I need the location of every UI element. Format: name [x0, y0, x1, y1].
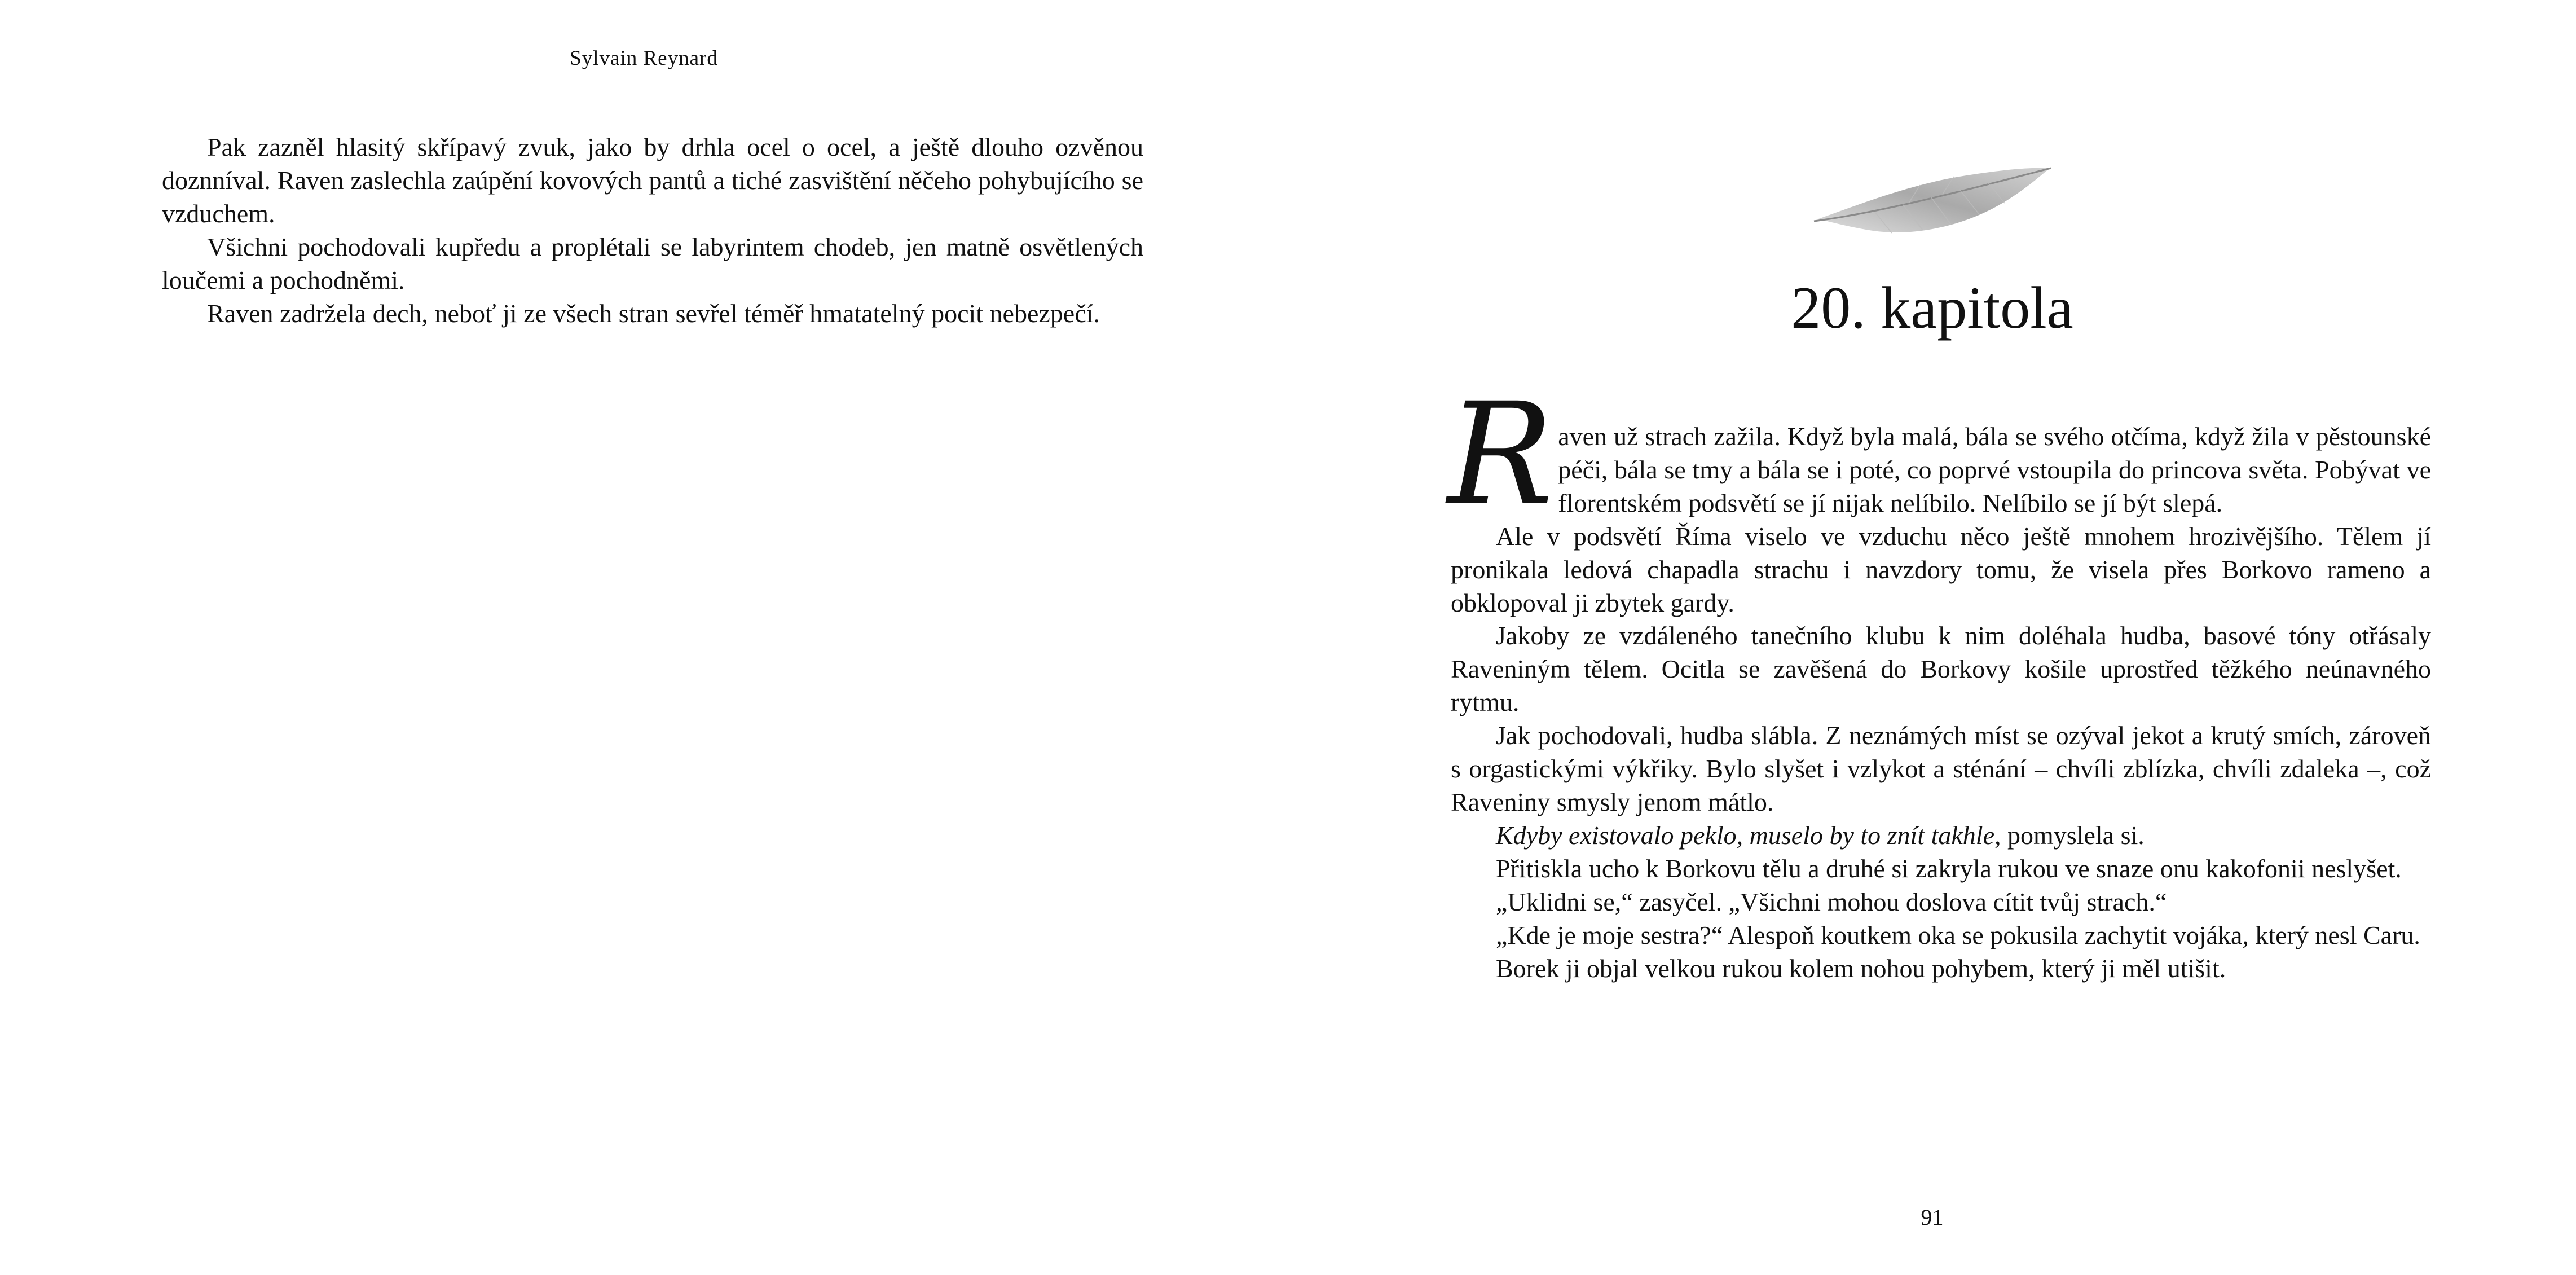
- first-paragraph: [1447, 372, 2431, 537]
- paragraph: Přitiskla ucho k Borkovu tělu a druhé si zakryla rukou ve snaze onu kakofonii neslyšet.: [1496, 854, 2402, 883]
- paragraph: Borek ji objal velkou rukou kolem nohou pohybem, který ji měl utišit.: [1496, 953, 2226, 983]
- running-head: Sylvain Reynard: [570, 47, 718, 70]
- right-page: [1288, 0, 2576, 1275]
- italic-thought: Kdyby existovalo peklo, muselo by to znít takhle: [1496, 820, 1994, 850]
- paragraph: Jakoby ze vzdáleného tanečního klubu k nim doléhala hudba, basové tóny otřásaly Raveniným tělem. Ocitla se zavěšená do Borkovy košile uprostřed těžkého neúnavného rytmu.: [1451, 621, 2431, 717]
- drop-cap: R: [1447, 372, 1554, 537]
- page-number: 91: [1921, 1204, 1944, 1230]
- paragraph-italic: [1451, 819, 2431, 852]
- paragraph: Raven zadržela dech, neboť ji ze všech stran sevřel téměř hmatatelný pocit nebezpečí.: [207, 298, 1100, 328]
- paragraph: Ale v podsvětí Říma viselo ve vzduchu něco ještě mnohem hrozivějšího. Tělem jí pronikala ledová chapadla strachu i navzdory tomu, že visela přes Borkovo rameno a obklopoval ji zbytek gardy.: [1451, 521, 2431, 617]
- right-body-text: [1447, 372, 2431, 985]
- chapter-title: 20. kapitola: [1791, 275, 2073, 341]
- feather-icon: [1807, 151, 2067, 253]
- paragraph: Všichni pochodovali kupředu a proplétali se labyrintem chodeb, jen matně osvětlených loučemi a pochodněmi.: [162, 232, 1143, 294]
- paragraph: „Kde je moje sestra?“ Alespoň koutkem oka se pokusila zachytit vojáka, který nesl Caru.: [1496, 920, 2420, 949]
- paragraph: Jak pochodovali, hudba slábla. Z neznámých míst se ozýval jekot a krutý smích, zároveň s orgastickými výkřiky. Bylo slyšet i vzlykot a sténání – chvíli zblízka, chvíli zdaleka –, což Raveniny smysly jenom mátlo.: [1451, 721, 2431, 816]
- paragraph: Pak zazněl hlasitý skřípavý zvuk, jako by drhla ocel o ocel, a ještě dlouho ozvěnou doznníval. Raven zaslechla zaúpění kovových pantů a tiché zasvištění něčeho pohybujícího se vzduchem.: [162, 133, 1143, 228]
- left-body-text: [162, 131, 1143, 330]
- paragraph: „Uklidni se,“ zasyčel. „Všichni mohou doslova cítit tvůj strach.“: [1496, 887, 2167, 916]
- italic-suffix: , pomyslela si.: [1994, 820, 2145, 850]
- first-paragraph-text: aven už strach zažila. Když byla malá, bála se svého otčíma, když žila v pěstounské péči, bála se tmy a bála se i poté, co poprvé vstoupila do princova světa. Pobývat ve florentském podsvětí se jí nijak nelíbilo. Nelíbilo se jí být slepá.: [1558, 422, 2431, 517]
